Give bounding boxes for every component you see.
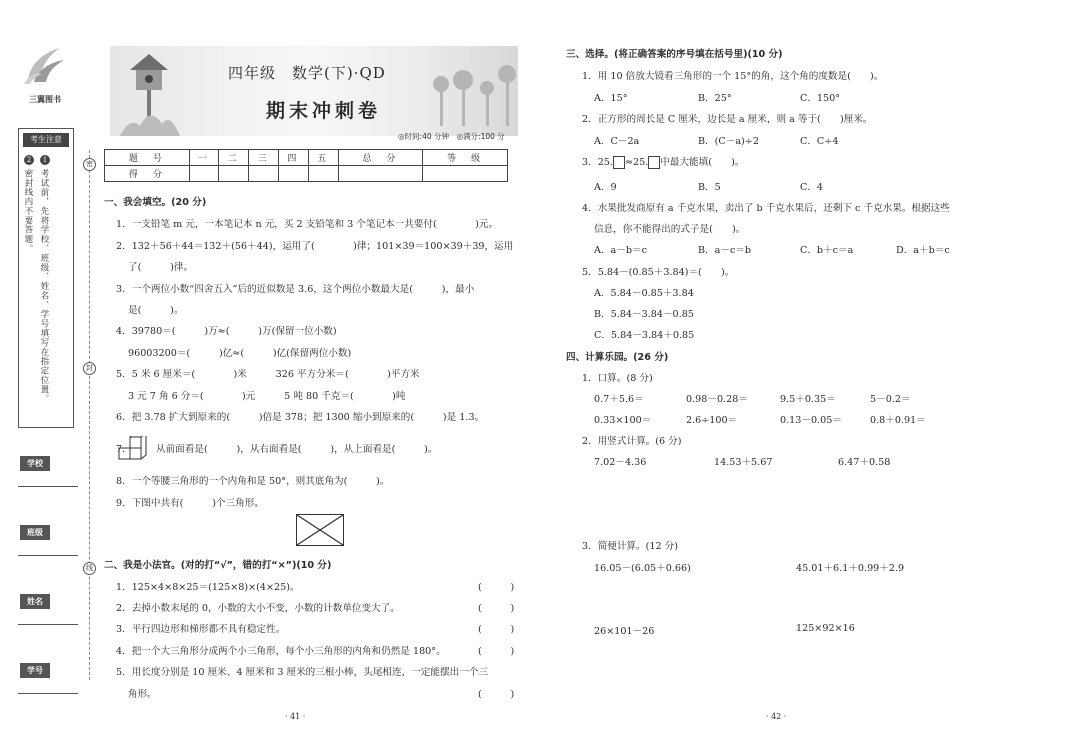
option: A．C－2a	[594, 136, 640, 147]
notice-item: 密封线内不要答题。	[24, 169, 34, 254]
option: C．5.84－3.84＋0.85	[594, 330, 695, 341]
section-title: 三、选择。(将正确答案的序号填在括号里)(10 分)	[566, 49, 783, 60]
field-class-label: 班级	[20, 525, 50, 540]
score-cell[interactable]	[423, 166, 508, 182]
score-table-header-row	[105, 150, 508, 166]
question-part: ≈25.	[624, 157, 649, 168]
oral-item: 0.7＋5.6＝	[594, 394, 644, 405]
score-table-score-row	[105, 166, 508, 182]
question-text: 从前面看是( )，从右面看是( )，从上面看是( )。	[156, 444, 438, 455]
notice-item: 考试前，先将学校、班级、姓名、学号填写在指定位置。	[40, 169, 50, 404]
grade-subject: 四年级 数学(下)·QD	[228, 64, 386, 82]
page-number: · 41 ·	[285, 712, 306, 721]
option: B．5	[698, 182, 721, 193]
notice-title: 考生注意	[23, 133, 69, 147]
section-title: 一、我会填空。(20 分)	[104, 197, 207, 208]
oral-item: 0.33×100＝	[594, 415, 652, 426]
simplify-calc: 45.01＋6.1＋0.99＋2.9	[796, 563, 905, 574]
option: B．(C－a)÷2	[698, 136, 759, 147]
score-cell[interactable]	[189, 166, 219, 182]
question-text: 信息，你不能得出的式子是( )。	[594, 224, 746, 235]
option: D．a＋b＝c	[896, 245, 950, 256]
question-text: 6．把 3.78 扩大到原来的( )倍是 378；把 1300 缩小到原来的( )是 1.3。	[116, 412, 485, 423]
option: A．9	[594, 182, 617, 193]
question-text: 4．水果批发商原有 a 千克水果，卖出了 b 千克水果后，还剩下 c 千克水果。根据这些	[582, 203, 950, 214]
score-table	[104, 149, 508, 182]
logo-text: 三翼图书	[29, 95, 61, 104]
field-id-label: 学号	[20, 663, 50, 678]
field-id-line	[18, 693, 78, 694]
triangle-figure	[296, 514, 344, 546]
option: C．150°	[800, 93, 841, 104]
table-cell: 一	[189, 150, 219, 166]
field-school-label: 学校	[20, 456, 50, 471]
question-text: 3．简便计算。(12 分)	[582, 541, 679, 552]
option: B．25°	[698, 93, 732, 104]
table-cell: 二	[219, 150, 249, 166]
question-text: 9．下图中共有( )个三角形。	[116, 498, 264, 509]
question-text	[582, 154, 745, 169]
question-text: 3．一个两位小数“四舍五入”后的近似数是 3.6，这个两位小数最大是( )，最小	[116, 284, 475, 295]
option: C．C÷4	[800, 136, 839, 147]
question-text: 2．132＋56＋44＝132＋(56＋44)，运用了( )律；101×39＝100×39＋39，运用	[116, 241, 514, 252]
option: C．b＋c＝a	[800, 245, 854, 256]
score-cell[interactable]	[308, 166, 338, 182]
field-school-line	[18, 486, 78, 487]
answer-paren[interactable]: ( )	[478, 624, 515, 635]
seal-mark: 封	[83, 362, 96, 375]
judge-item: 5．用长度分别是 10 厘米、4 厘米和 3 厘米的三根小棒，头尾相连，一定能摆出一个三	[116, 667, 488, 678]
section-title: 二、我是小法官。(对的打“√”，错的打“×”)(10 分)	[104, 560, 332, 571]
option: A．5.84－0.85＋3.84	[594, 288, 694, 299]
question-text: 1．一支铅笔 m 元，一本笔记本 n 元，买 2 支铅笔和 3 个笔记本一共要付( )元。	[116, 219, 499, 230]
simplify-calc: 16.05－(6.05＋0.66)	[594, 563, 691, 574]
judge-item: 2．去掉小数末尾的 0，小数的大小不变，小数的计数单位变大了。	[116, 603, 400, 614]
oral-item: 0.98－0.28＝	[686, 394, 748, 405]
option: A．a－b＝c	[594, 245, 647, 256]
option: A．15°	[594, 93, 628, 104]
page-number: · 42 ·	[766, 712, 787, 721]
simplify-calc: 26×101－26	[594, 626, 655, 637]
question-text: 96003200＝( )亿≈( )亿(保留两位小数)	[128, 348, 352, 359]
answer-paren[interactable]: ( )	[478, 603, 515, 614]
answer-paren[interactable]: ( )	[478, 689, 515, 700]
table-cell: 等 级	[423, 150, 508, 166]
option: B．a－c＝b	[698, 245, 752, 256]
simplify-calc: 125×92×16	[796, 623, 855, 634]
score-cell[interactable]	[279, 166, 309, 182]
oral-item: 5－0.2＝	[870, 394, 911, 405]
score-cell[interactable]	[219, 166, 249, 182]
oral-item: 0.13－0.05＝	[780, 415, 842, 426]
judge-item: 1．125×4×8×25＝(125×8)×(4×25)。	[116, 582, 300, 593]
seal-line	[89, 150, 90, 680]
table-cell: 三	[249, 150, 279, 166]
notice-number: 1	[40, 155, 50, 165]
question-text: 2．正方形的周长是 C 厘米，边长是 a 厘米，则 a 等于( )厘米。	[582, 114, 873, 125]
question-text: 5．5 米 6 厘米＝( )米 326 平方分米＝( )平方米	[116, 369, 420, 380]
exam-meta: ◎时间:40 分钟 ◎满分:100 分	[398, 132, 505, 141]
question-text: 5．5.84－(0.85＋3.84)＝( )。	[582, 267, 735, 278]
option: B．5.84－3.84－0.85	[594, 309, 694, 320]
field-class-line	[18, 555, 78, 556]
cube-figure	[117, 436, 153, 462]
candidate-notice	[18, 128, 74, 428]
table-cell: 总 分	[338, 150, 423, 166]
oral-item: 0.8＋0.91＝	[870, 415, 926, 426]
answer-paren[interactable]: ( )	[478, 646, 515, 657]
table-cell: 四	[279, 150, 309, 166]
vertical-calc: 14.53＋5.67	[714, 457, 773, 468]
question-text: 8．一个等腰三角形的一个内角和是 50°，则其底角为( )。	[116, 476, 390, 487]
answer-paren[interactable]: ( )	[478, 582, 515, 593]
blank-box[interactable]	[613, 156, 625, 169]
seal-mark: 线	[83, 562, 96, 575]
score-cell[interactable]	[338, 166, 423, 182]
vertical-calc: 7.02－4.36	[594, 457, 647, 468]
blank-box[interactable]	[648, 156, 660, 169]
question-part: 中最大能填( )。	[660, 157, 745, 168]
option: C．4	[800, 182, 824, 193]
judge-item: 3．平行四边形和梯形都不具有稳定性。	[116, 624, 286, 635]
question-text: 是( )。	[128, 305, 184, 316]
section-title: 四、计算乐园。(26 分)	[566, 352, 669, 363]
question-text: 1．口算。(8 分)	[582, 373, 653, 384]
notice-number: 2	[24, 155, 34, 165]
question-text: 4．39780＝( )万≈( )万(保留一位小数)	[116, 326, 337, 337]
table-cell: 得 分	[105, 166, 190, 182]
field-name-label: 姓名	[20, 594, 50, 609]
judge-item: 4．把一个大三角形分成两个小三角形，每个小三角形的内角和仍然是 180°。	[116, 646, 446, 657]
question-number: 7．	[116, 444, 132, 455]
question-text: 3 元 7 角 6 分＝( )元 5 吨 80 千克＝( )吨	[128, 391, 406, 402]
page-title: 期末冲刺卷	[266, 100, 382, 122]
field-name-line	[18, 624, 78, 625]
judge-item: 角形。	[128, 689, 157, 700]
question-text: 2．用竖式计算。(6 分)	[582, 436, 682, 447]
vertical-calc: 6.47＋0.58	[838, 457, 891, 468]
seal-mark: 密	[83, 158, 96, 171]
oral-item: 9.5＋0.35＝	[780, 394, 836, 405]
table-cell: 题 号	[105, 150, 190, 166]
table-cell: 五	[308, 150, 338, 166]
publisher-logo	[18, 44, 70, 94]
question-text: 1．用 10 倍放大镜看三角形的一个 15°的角，这个角的度数是( )。	[582, 71, 884, 82]
question-part: 3．25.	[582, 157, 613, 168]
oral-item: 2.6÷100＝	[686, 415, 738, 426]
score-cell[interactable]	[249, 166, 279, 182]
question-text: 了( )律。	[128, 262, 194, 273]
